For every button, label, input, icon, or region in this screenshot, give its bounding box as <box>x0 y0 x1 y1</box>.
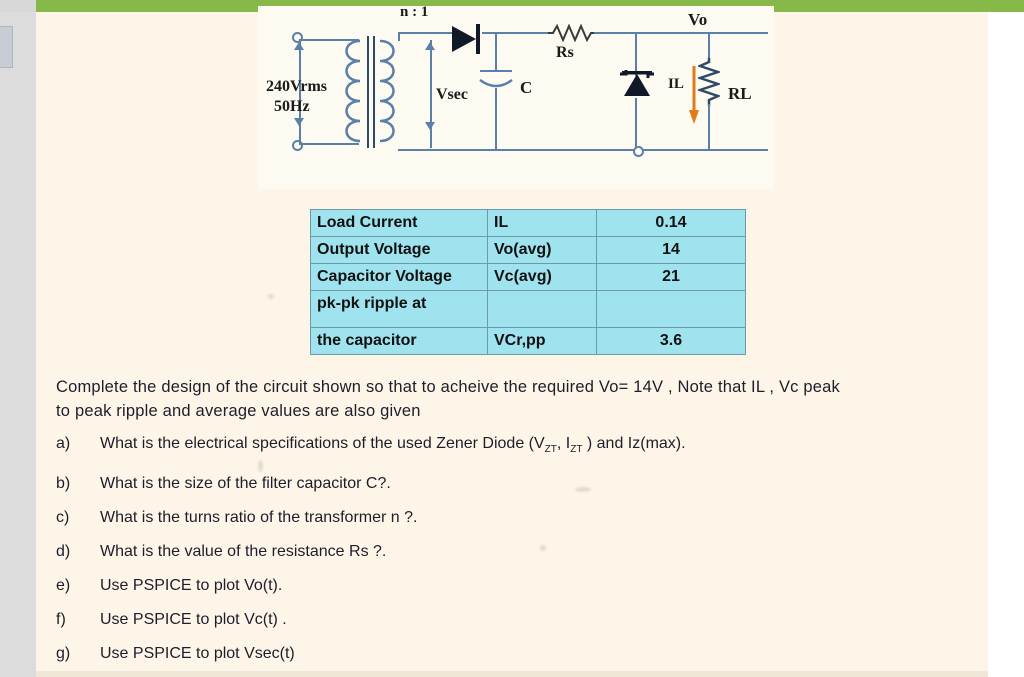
output-rail <box>632 32 768 34</box>
row-value: 3.6 <box>597 328 746 355</box>
question-text-part1: What is the electrical specifications of the used Zener Diode (V <box>100 435 545 452</box>
question-text <box>100 434 686 460</box>
row-name: Output Voltage <box>311 237 488 264</box>
question-label: b) <box>56 475 71 493</box>
vsec-arrow-down <box>425 122 435 130</box>
transformer-core-right <box>373 36 375 148</box>
question-list <box>56 434 986 677</box>
source-arrow-up <box>294 42 304 50</box>
page-edge-tab <box>0 26 13 68</box>
paper-smudge <box>540 545 546 551</box>
specifications-table <box>310 209 746 355</box>
question-text: What is the turns ratio of the transformer n ?. <box>100 509 418 527</box>
rs-resistor-symbol <box>548 24 596 42</box>
diode-symbol <box>446 22 486 56</box>
question-item-d <box>56 542 986 562</box>
row-symbol-empty <box>488 291 597 328</box>
question-item-f <box>56 610 986 630</box>
question-label: a) <box>56 435 71 452</box>
row-name: Load Current <box>311 210 488 237</box>
row-symbol: Vc(avg) <box>488 264 597 291</box>
row-value: 14 <box>597 237 746 264</box>
rl-top-lead <box>708 32 710 60</box>
bottom-rail <box>398 149 768 151</box>
source-arrow-down <box>294 118 304 126</box>
row-symbol: VCr,pp <box>488 328 597 355</box>
row-symbol: Vo(avg) <box>488 237 597 264</box>
rs-label: Rs <box>556 44 574 61</box>
capacitor-top-lead <box>495 32 497 70</box>
capacitor-bottom-lead <box>495 88 497 149</box>
source-frequency-label: 50Hz <box>274 98 310 115</box>
question-label: g) <box>56 645 71 663</box>
question-item-a <box>56 434 986 460</box>
capacitor-plate-top <box>480 70 512 72</box>
question-label: e) <box>56 577 71 595</box>
paper-smudge <box>258 460 263 472</box>
vsec-arrow-up <box>425 42 435 50</box>
table-row <box>311 210 746 237</box>
question-text: Use PSPICE to plot Vc(t) . <box>100 611 287 629</box>
question-item-g <box>56 644 986 664</box>
question-item-e <box>56 576 986 596</box>
left-margin <box>0 0 36 677</box>
table-row <box>311 264 746 291</box>
row-symbol: IL <box>488 210 597 237</box>
problem-statement-line1: Complete the design of the circuit shown so that to acheive the required Vo= 14V , Note that IL , Vc peak <box>56 378 840 396</box>
problem-statement-line2: to peak ripple and average values are also given <box>56 402 421 420</box>
question-label: f) <box>56 611 66 629</box>
source-terminal-bottom <box>292 140 303 151</box>
row-name-line1: pk-pk ripple at <box>311 291 488 328</box>
secondary-top-riser <box>398 32 400 41</box>
capacitor-label: C <box>520 78 533 97</box>
question-sub2: ZT <box>570 444 583 456</box>
row-value-empty <box>597 291 746 328</box>
turns-ratio-label: n : 1 <box>400 4 429 20</box>
question-text: Use PSPICE to plot Vsec(t) <box>100 645 295 663</box>
problem-statement <box>56 375 986 423</box>
table-row <box>311 237 746 264</box>
rl-resistor-symbol <box>698 58 720 106</box>
output-bottom-node <box>633 146 644 157</box>
transformer-primary-coil <box>340 39 362 145</box>
rs-right-lead <box>594 32 634 34</box>
question-text: What is the value of the resistance Rs ?. <box>100 543 387 561</box>
diode-to-node-wire <box>482 32 540 34</box>
rl-label: RL <box>728 84 752 103</box>
question-label: c) <box>56 509 70 527</box>
question-text: What is the size of the filter capacitor C?. <box>100 475 391 493</box>
rl-bottom-lead <box>708 104 710 149</box>
top-strip-left-cap <box>0 0 36 12</box>
transformer-core-left <box>367 36 369 148</box>
question-text-part2: ) and Iz(max). <box>582 435 686 452</box>
question-text-mid: , I <box>556 435 571 452</box>
vsec-label: Vsec <box>436 86 468 103</box>
zener-diode-symbol <box>616 66 658 100</box>
circuit-diagram <box>258 6 774 189</box>
vo-label: Vo <box>688 10 708 29</box>
question-sub1: ZT <box>544 444 557 456</box>
il-label: IL <box>668 76 684 92</box>
source-voltage-label: 240Vrms <box>266 78 328 95</box>
question-item-b <box>56 474 986 494</box>
row-name-line2: the capacitor <box>311 328 488 355</box>
right-margin <box>988 0 1024 677</box>
question-item-c <box>56 508 986 528</box>
question-label: d) <box>56 543 71 561</box>
zener-bottom-lead <box>635 98 637 149</box>
question-text: Use PSPICE to plot Vo(t). <box>100 577 283 595</box>
row-value: 0.14 <box>597 210 746 237</box>
transformer-secondary-coil <box>378 39 400 145</box>
row-name: Capacitor Voltage <box>311 264 488 291</box>
paper-smudge <box>268 294 274 299</box>
row-value: 21 <box>597 264 746 291</box>
table-row <box>311 328 746 355</box>
table-row <box>311 291 746 328</box>
paper-smudge <box>575 487 591 492</box>
vsec-arrow-line <box>430 40 432 148</box>
